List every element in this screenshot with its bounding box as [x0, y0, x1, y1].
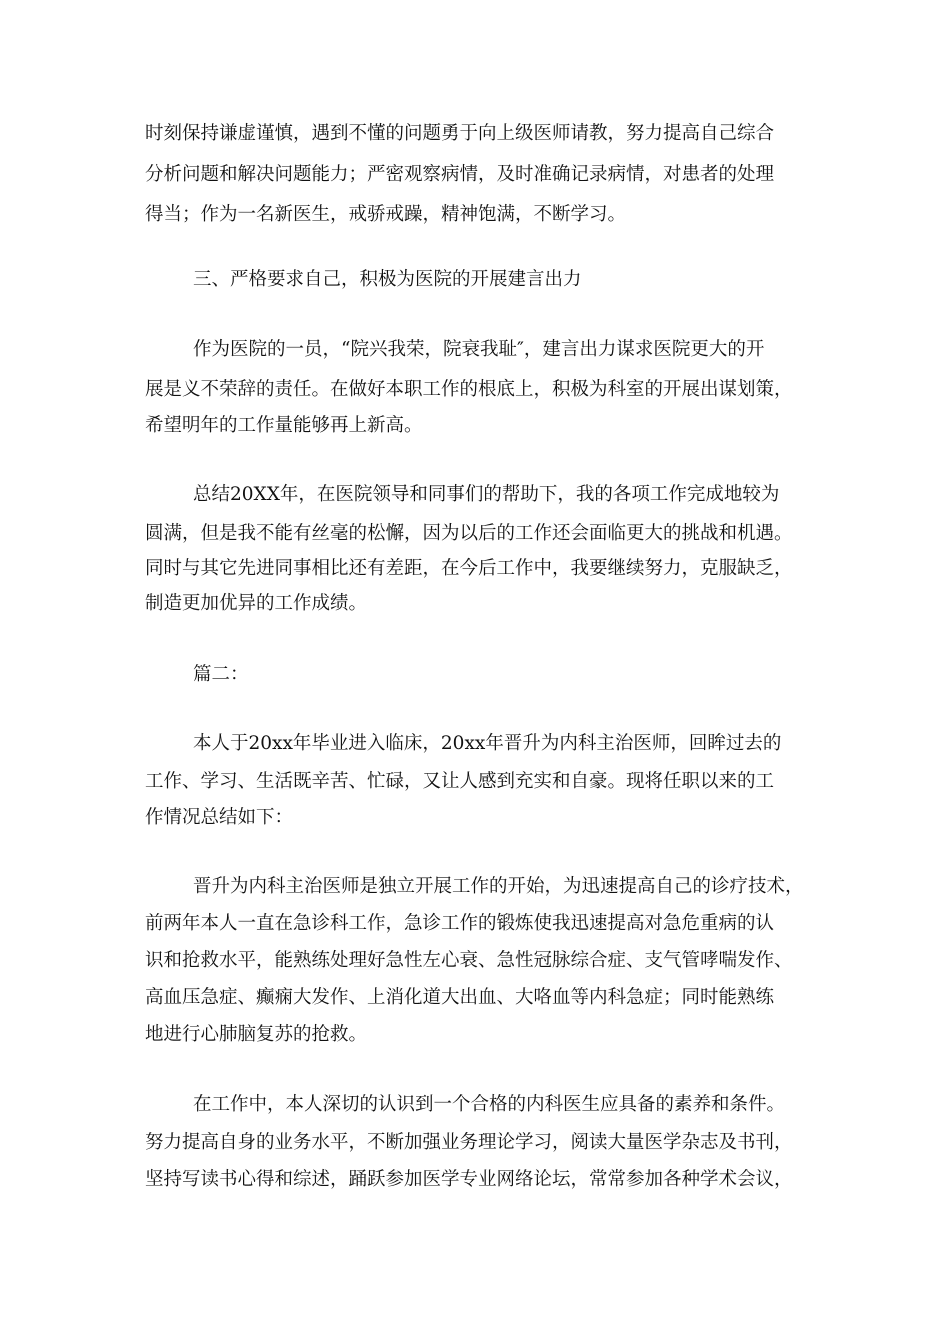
paragraph-line: 作为医院的一员，“院兴我荣，院衰我耻″，建言出力谋求医院更大的开 — [193, 339, 765, 360]
paragraph-line: 圆满，但是我不能有丝毫的松懈，因为以后的工作还会面临更大的挑战和机遇。 — [145, 523, 793, 544]
paragraph-line: 希望明年的工作量能够再上新高。 — [145, 415, 423, 436]
paragraph-line: 得当；作为一名新医生，戒骄戒躁，精神饱满，不断学习。 — [145, 204, 627, 225]
paragraph-line: 分析问题和解决问题能力；严密观察病情，及时准确记录病情，对患者的处理 — [145, 164, 775, 185]
paragraph-line: 制造更加优异的工作成绩。 — [145, 593, 368, 614]
paragraph-line: 坚持写读书心得和综述，踊跃参加医学专业网络论坛，常常参加各种学术会议， — [145, 1169, 793, 1190]
paragraph-line: 本人于20xx年毕业进入临床，20xx年晋升为内科主治医师，回眸过去的 — [193, 733, 782, 754]
paragraph-line: 识和抢救水平，能熟练处理好急性左心衰、急性冠脉综合症、支气管哮喘发作、 — [145, 950, 793, 971]
paragraph-line: 努力提高自身的业务水平，不断加强业务理论学习，阅读大量医学杂志及书刊， — [145, 1132, 793, 1153]
part-heading: 篇二： — [193, 664, 249, 685]
paragraph-line: 时刻保持谦虚谨慎，遇到不懂的问题勇于向上级医师请教，努力提高自己综合 — [145, 123, 775, 144]
paragraph-line: 晋升为内科主治医师是独立开展工作的开始，为迅速提高自己的诊疗技术， — [193, 876, 804, 897]
paragraph-line: 展是义不荣辞的责任。在做好本职工作的根底上，积极为科室的开展出谋划策， — [145, 379, 793, 400]
paragraph-line: 同时与其它先进同事相比还有差距，在今后工作中，我要继续努力，克服缺乏， — [145, 558, 793, 579]
paragraph-line: 前两年本人一直在急诊科工作，急诊工作的锻炼使我迅速提高对急危重病的认 — [145, 913, 775, 934]
paragraph-line: 作情况总结如下： — [145, 807, 294, 828]
paragraph-line: 总结20XX年，在医院领导和同事们的帮助下，我的各项工作完成地较为 — [193, 484, 780, 505]
paragraph-line: 高血压急症、癫痫大发作、上消化道大出血、大咯血等内科急症；同时能熟练 — [145, 987, 775, 1008]
paragraph-line: 在工作中，本人深切的认识到一个合格的内科医生应具备的素养和条件。 — [193, 1094, 786, 1115]
paragraph-line: 工作、学习、生活既辛苦、忙碌，又让人感到充实和自豪。现将任职以来的工 — [145, 771, 775, 792]
paragraph-line: 地进行心肺脑复苏的抢救。 — [145, 1024, 368, 1045]
section-heading: 三、严格要求自己，积极为医院的开展建言出力 — [193, 269, 582, 290]
